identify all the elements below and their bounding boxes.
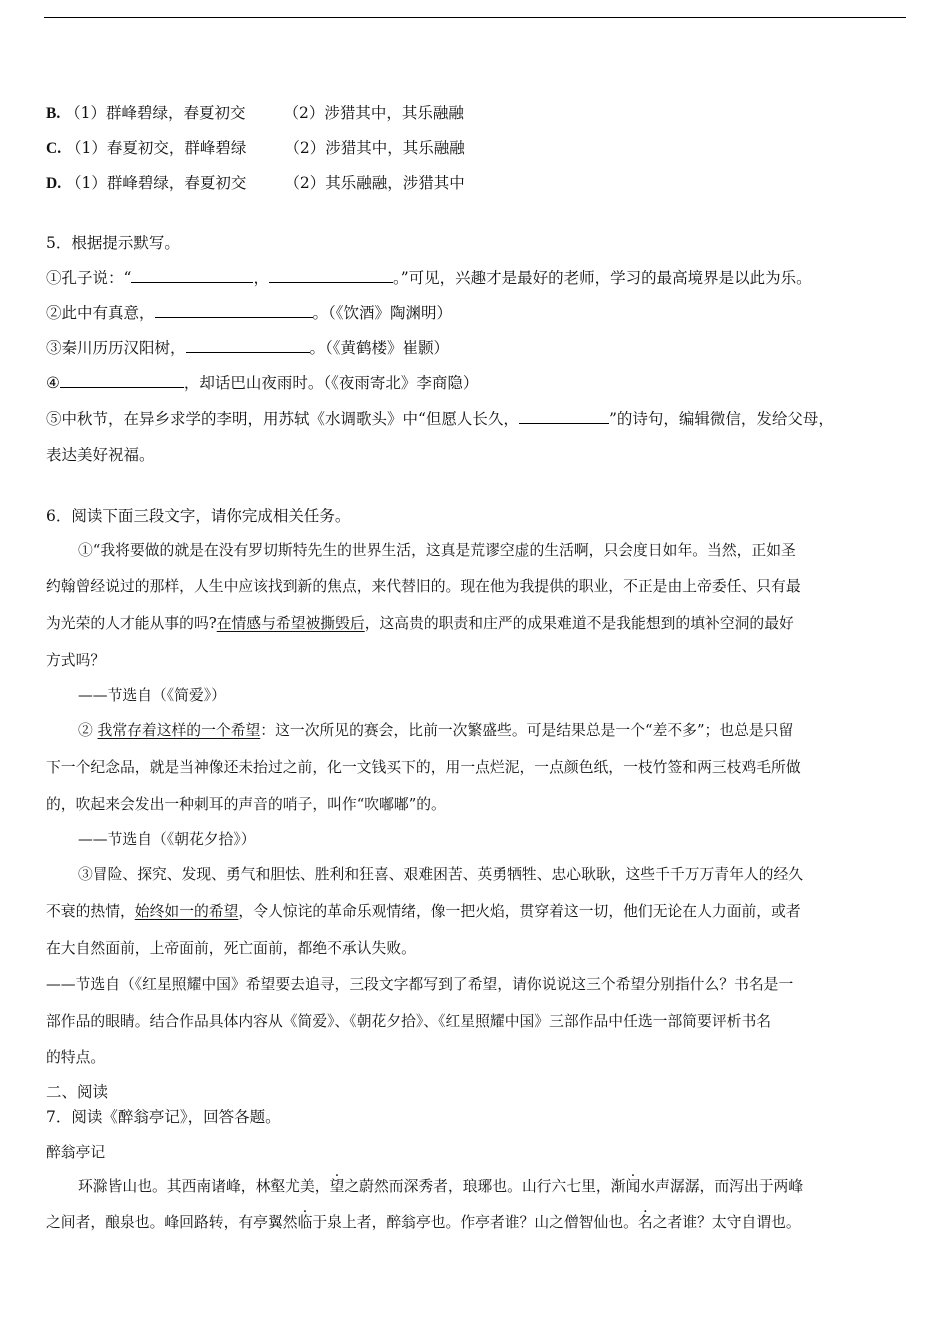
q7-passage [46, 1213, 908, 1233]
text: 不衰的热情， [46, 903, 135, 920]
q5-item-4 [46, 373, 908, 393]
text: ③秦川历历汉阳树， [46, 339, 186, 357]
q5-item-3 [46, 338, 908, 358]
q6-task: ——节选自（《红星照耀中国》希望要去追寻，三段文字都写到了希望，请你说说这三个希望分别指什么？书名是一 [46, 976, 794, 993]
q6-source-2: ——节选自（《朝花夕拾》） [78, 831, 256, 848]
option-part-1: （1）群峰碧绿，春夏初交 [66, 174, 247, 192]
option-letter: D. [46, 175, 62, 192]
underlined-text: 始终如一的希望 [134, 903, 239, 920]
q6-passage-3: ③冒险、探究、发现、勇气和胆怯、胜利和狂喜、艰难困苦、英勇牺牲、忠心耿耿，这些千千万万青年人的经久 [78, 866, 804, 883]
q6-passage-1 [46, 614, 908, 634]
fill-blank[interactable] [269, 268, 393, 283]
header-rule [44, 17, 906, 18]
text: 之间者，酿泉也。峰回路转，有亭翼然 [46, 1214, 298, 1231]
q6-passage-1: 方式吗？ [46, 652, 106, 669]
text: ，令人惊诧的革命乐观情绪，像一把火焰，贯穿着这一切，他们无论在人力面前，或者 [238, 903, 801, 920]
text: ⑤中秋节，在异乡求学的李明，用苏轼《水调歌头》中“但愿人长久， [46, 410, 519, 428]
fill-blank[interactable] [155, 303, 313, 318]
text: 之蔚然而深秀者，琅琊也。山行六七里，渐 [344, 1178, 626, 1195]
fill-blank[interactable] [186, 338, 310, 353]
text: ”的诗句，编辑微信，发给父母， [608, 410, 834, 428]
text: 为光荣的人才能从事的吗? [46, 615, 217, 632]
text: 水声潺潺，而泻出于两峰 [640, 1178, 804, 1195]
option-letter: C. [46, 140, 62, 157]
fill-blank[interactable] [60, 373, 184, 388]
option-part-2: （2）涉猎其中，其乐融融 [283, 104, 464, 122]
q6-task: 的特点。 [46, 1049, 106, 1066]
text: ② [78, 722, 98, 739]
text: ， [253, 269, 269, 287]
dotted-char: 闻 [625, 1178, 641, 1195]
dotted-char: 望 [329, 1178, 345, 1195]
option-part-2: （2）涉猎其中，其乐融融 [284, 139, 465, 157]
underlined-text: 我常存着这样的一个希望 [97, 722, 261, 739]
section-heading: 二、阅读 [46, 1083, 109, 1101]
q5-item-1 [46, 268, 908, 288]
option-letter: B. [46, 105, 61, 122]
dotted-char: 名 [637, 1214, 653, 1231]
q5-title: 5．根据提示默写。 [46, 234, 180, 252]
text: 环滁皆山也。其西南诸峰，林壑尤美， [78, 1178, 330, 1195]
text: 。（《饮酒》陶渊明） [312, 304, 453, 322]
option-part-1: （1）春夏初交，群峰碧绿 [66, 139, 247, 157]
q6-passage-3: 在大自然面前，上帝面前，死亡面前，都绝不承认失败。 [46, 940, 416, 957]
q6-passage-2 [78, 721, 940, 741]
dotted-char: 临 [297, 1214, 313, 1231]
q6-passage-2: 下一个纪念品，就是当神像还未抬过之前，化一文钱买下的，用一点烂泥，一点颜色纸，一枝竹签和两三枝鸡毛所做 [46, 759, 801, 776]
option-part-1: （1）群峰碧绿，春夏初交 [65, 104, 246, 122]
text: ①孔子说：“ [46, 269, 132, 287]
q6-passage-3 [46, 902, 908, 922]
text: ④ [46, 374, 60, 392]
fill-blank[interactable] [519, 409, 609, 424]
text: 。（《黄鹤楼》崔颢） [309, 339, 450, 357]
text: ：这一次所见的赛会，比前一次繁盛些。可是结果总是一个“差不多”；也总是只留 [260, 722, 794, 739]
text: 于泉上者，醉翁亭也。作亭者谁？山之僧智仙也。 [312, 1214, 638, 1231]
text: ，这高贵的职责和庄严的成果难道不是我能想到的填补空洞的最好 [364, 615, 794, 632]
option-d [46, 173, 908, 194]
q7-text-title: 醉翁亭记 [46, 1144, 106, 1161]
q7-passage [78, 1177, 940, 1197]
text: ，却话巴山夜雨时。（《夜雨寄北》李商隐） [183, 374, 479, 392]
q6-source-1: ——节选自（《简爱》） [78, 687, 226, 704]
option-c [46, 138, 908, 159]
q6-passage-1: 约翰曾经说过的那样，人生中应该找到新的焦点，来代替旧的。现在他为我提供的职业，不正是由上帝委任、只有最 [46, 578, 801, 595]
q5-item-5 [46, 409, 908, 429]
q7-title: 7．阅读《醉翁亭记》，回答各题。 [46, 1108, 281, 1126]
underlined-text: 在情感与希望被撕毁后 [216, 615, 365, 632]
text: 。”可见，兴趣才是最好的老师，学习的最高境界是以此为乐。 [392, 269, 812, 287]
text: 之者谁？太守自谓也。 [652, 1214, 801, 1231]
q6-task: 部作品的眼睛。结合作品具体内容从《简爱》、《朝花夕拾》、《红星照耀中国》三部作品中任选一部简要评析书名 [46, 1013, 772, 1030]
option-b [46, 103, 908, 124]
q5-item-5-cont: 表达美好祝福。 [46, 446, 155, 464]
q6-passage-2: 的，吹起来会发出一种刺耳的声音的哨子，叫作“吹嘟嘟”的。 [46, 796, 446, 813]
q6-passage-1: ①“我将要做的就是在没有罗切斯特先生的世界生活，这真是荒谬空虚的生活啊，只会度日如年。当然，正如圣 [78, 542, 796, 559]
text: ②此中有真意， [46, 304, 155, 322]
fill-blank[interactable] [131, 268, 253, 283]
option-part-2: （2）其乐融融，涉猎其中 [284, 174, 465, 192]
q6-title: 6．阅读下面三段文字，请你完成相关任务。 [46, 507, 351, 525]
q5-item-2 [46, 303, 908, 323]
